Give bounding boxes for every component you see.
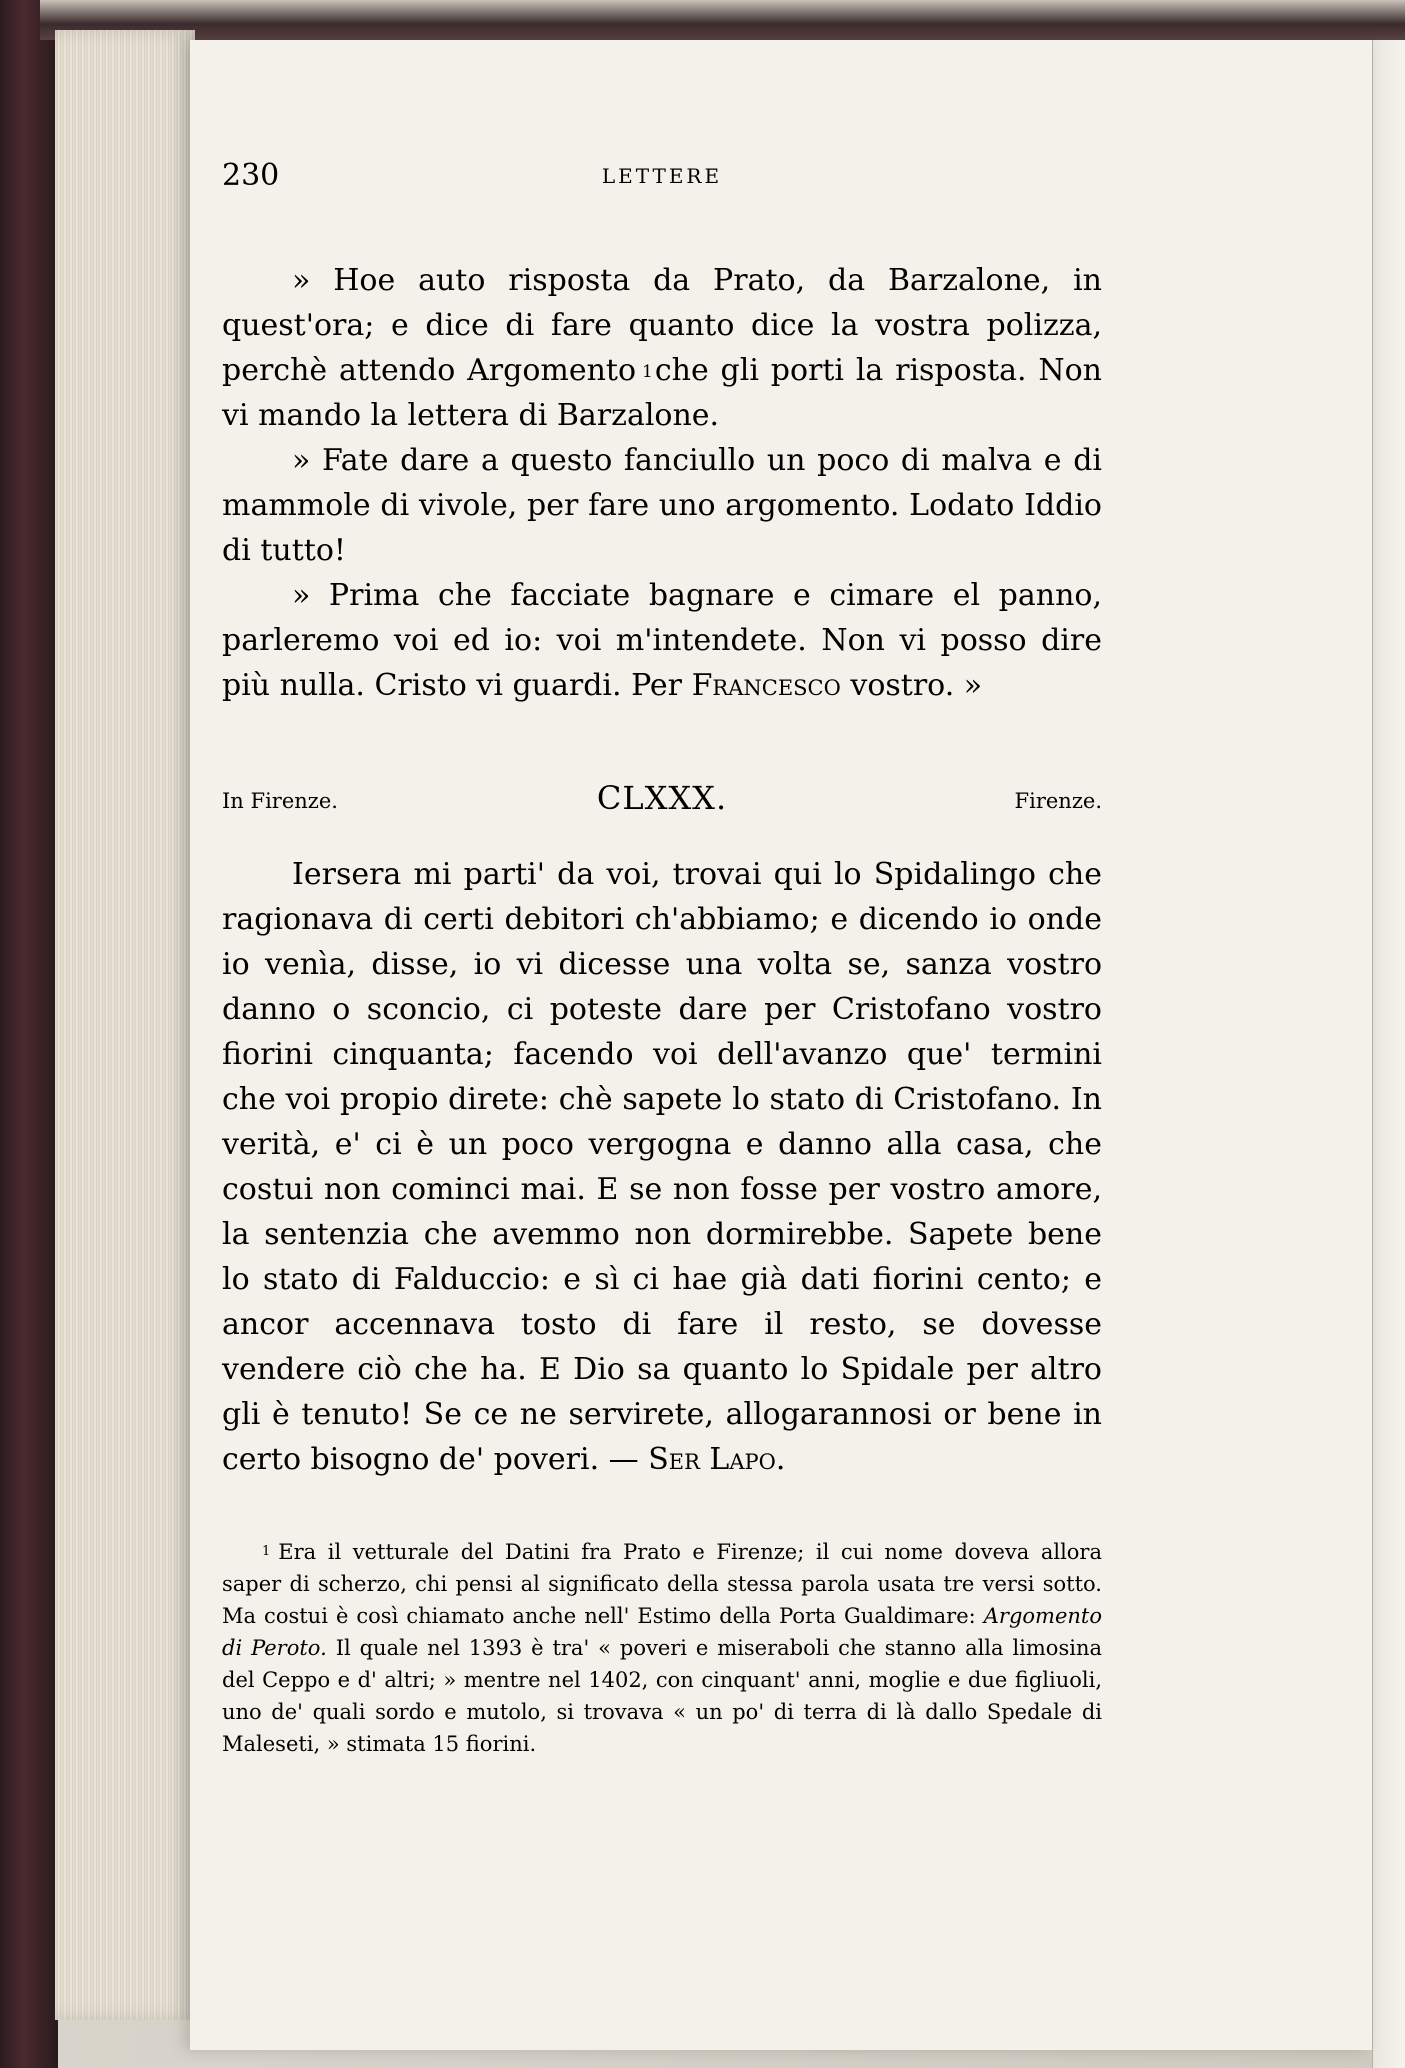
adjacent-page-edge: [1372, 40, 1405, 2068]
letter-body: [222, 852, 1102, 1482]
signature-francesco: Francesco: [691, 668, 841, 703]
footnote: $^1$ Era il vetturale del Datini fra Prato e Firenze; il cui nome doveva allora saper di scherzo, chi pensi al significato della stessa parola usata tre versi sotto. Ma costui è così chiamato anche nell' Estimo della Porta Gualdimare: Argomento di Peroto. Il quale nel 1393 è tra' « poveri e miseraboli che stanno alla limosina del Ceppo e d' altri; » mentre nel 1402, con cinquant' anni, moglie e due figliuoli, uno de' quali sordo e mutolo, si trovava « un po' di terra di là dallo Spedale di Maleseti, » stimata 15 fiorini.: [222, 1540, 1102, 1756]
letter-number: CLXXX.: [596, 779, 728, 817]
letter-heading: [222, 775, 1102, 817]
book-cover-spine: [0, 0, 58, 2068]
page-edges: [55, 30, 195, 2020]
running-head: LETTERE: [601, 164, 723, 188]
footnote-mark: 1: [262, 1544, 271, 1559]
previous-letter-ending: [222, 258, 1102, 708]
footnote-italic: Argomento di Peroto.: [222, 1604, 1102, 1660]
letter-origin: Firenze.: [1014, 789, 1102, 813]
paragraph-2: » Fate dare a questo fanciullo un poco di malva e di mammole di vivole, per fare uno argomento. Lodato Iddio di tutto!: [222, 443, 1102, 568]
letter-address: In Firenze.: [222, 789, 338, 813]
paragraph-1: » Hoe auto risposta da Prato, da Barzalone, in quest'ora; e dice di fare quanto dice la vostra polizza, perchè attendo Argomento $^1$che gli porti la risposta. Non vi mando la lettera di Barzalone.: [222, 263, 1103, 433]
paragraph-3: » Prima che facciate bagnare e cimare el panno, parleremo voi ed io: voi m'intendete. Non vi posso dire più nulla. Cristo vi guardi. Per Francesco vostro. »: [222, 578, 1102, 703]
page-number: 230: [222, 158, 280, 193]
page-header: [222, 158, 1102, 198]
footnote-reference: 1: [642, 362, 653, 382]
letter-paragraph: Iersera mi parti' da voi, trovai qui lo Spidalingo che ragionava di certi debitori ch'abbiamo; e dicendo io onde io venìa, disse, io vi dicesse una volta se, sanza vostro danno o sconcio, ci poteste dare per Cristofano vostro fiorini cinquanta; facendo voi dell'avanzo que' termini che voi propio direte: chè sapete lo stato di Cristofano. In verità, e' ci è un poco vergogna e danno alla casa, che costui non cominci mai. E se non fosse per vostro amore, la sentenzia che avemmo non dormirebbe. Sapete bene lo stato di Falduccio: e sì ci hae già dati fiorini cento; e ancor accennava tosto di fare il resto, se dovesse vendere ciò che ha. E Dio sa quanto lo Spidale per altro gli è tenuto! Se ce ne servirete, allogarannosi or bene in certo bisogno de' poveri. — Ser Lapo.: [222, 857, 1102, 1477]
book-cover-top: [40, 0, 1405, 40]
signature-ser-lapo: Ser Lapo.: [648, 1442, 786, 1477]
